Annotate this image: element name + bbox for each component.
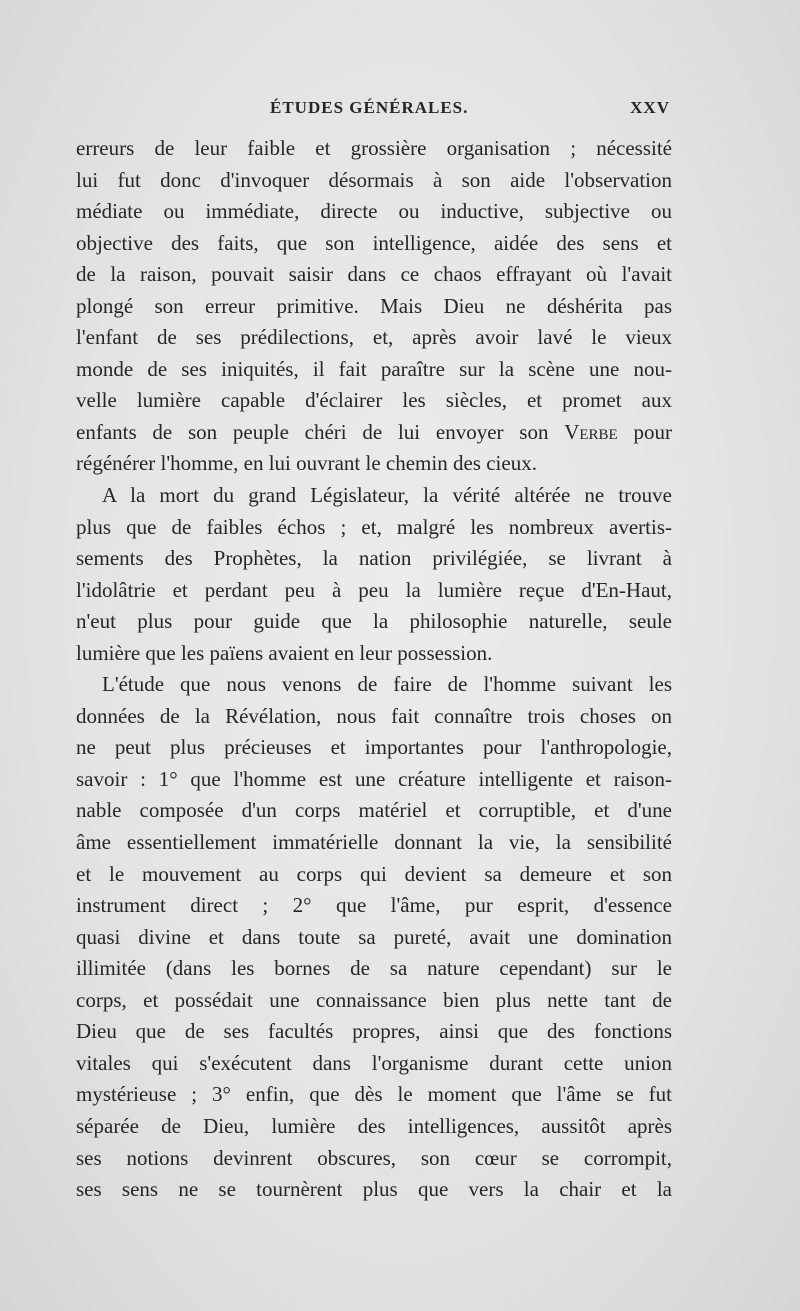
text-line: quasi divine et dans toute sa pureté, avait une domination — [76, 924, 672, 949]
text-line: vitales qui s'exécutent dans l'organisme durant cette union — [76, 1050, 672, 1075]
paragraph-start-line: A la mort du grand Législateur, la vérité altérée ne trouve — [102, 483, 672, 508]
text-line: mystérieuse ; 3° enfin, que dès le moment que l'âme se fut — [76, 1082, 672, 1107]
text-line: instrument direct ; 2° que l'âme, pur esprit, d'essence — [76, 893, 672, 918]
text-fragment: enfants de son peuple chéri de lui envoyer son — [76, 419, 565, 444]
text-line: illimitée (dans les bornes de sa nature cependant) sur le — [76, 956, 672, 981]
text-line: velle lumière capable d'éclairer les siècles, et promet aux — [76, 388, 672, 413]
text-line: plus que de faibles échos ; et, malgré les nombreux avertis- — [76, 514, 672, 539]
text-line: l'idolâtrie et perdant peu à peu la lumière reçue d'En-Haut, — [76, 577, 672, 602]
text-line: ne peut plus précieuses et importantes pour l'anthropologie, — [76, 735, 672, 760]
body-text — [76, 133, 672, 1206]
text-line: plongé son erreur primitive. Mais Dieu ne déshérita pas — [76, 293, 672, 318]
text-line: ses sens ne se tournèrent plus que vers la chair et la — [76, 1177, 672, 1202]
text-line: et le mouvement au corps qui devient sa demeure et son — [76, 861, 672, 886]
text-line: n'eut plus pour guide que la philosophie naturelle, seule — [76, 609, 672, 634]
text-line: âme essentiellement immatérielle donnant la vie, la sensibilité — [76, 830, 672, 855]
text-line: lumière que les païens avaient en leur possession. — [76, 640, 493, 665]
text-line: lui fut donc d'invoquer désormais à son aide l'observation — [76, 167, 672, 192]
text-line: savoir : 1° que l'homme est une créature intelligente et raison- — [76, 766, 672, 791]
text-line: Dieu que de ses facultés propres, ainsi que des fonctions — [76, 1019, 672, 1044]
text-line: l'enfant de ses prédilections, et, après avoir lavé le vieux — [76, 325, 672, 350]
text-line: séparée de Dieu, lumière des intelligences, aussitôt après — [76, 1113, 672, 1138]
text-line: erreurs de leur faible et grossière organisation ; nécessité — [76, 136, 672, 160]
running-title: ÉTUDES GÉNÉRALES. — [270, 98, 469, 117]
text-fragment: pour — [617, 419, 672, 444]
text-line: corps, et possédait une connaissance bien plus nette tant de — [76, 987, 672, 1012]
text-line: nable composée d'un corps matériel et corruptible, et d'une — [76, 798, 672, 823]
page-header — [270, 98, 670, 128]
text-line: monde de ses iniquités, il fait paraître sur la scène une nou- — [76, 356, 672, 381]
text-line: de la raison, pouvait saisir dans ce chaos effrayant où l'avait — [76, 262, 672, 287]
text-line: données de la Révélation, nous fait connaître trois choses on — [76, 703, 672, 728]
text-line: médiate ou immédiate, directe ou inductive, subjective ou — [76, 199, 672, 224]
text-line-verbe — [76, 417, 672, 449]
verbe-word: Verbe — [564, 419, 618, 444]
text-line: sements des Prophètes, la nation privilégiée, se livrant à — [76, 546, 672, 571]
text-line: ses notions devinrent obscures, son cœur se corrompit, — [76, 1145, 672, 1170]
text-line: objective des faits, que son intelligence, aidée des sens et — [76, 230, 672, 255]
paragraph-start-line: L'étude que nous venons de faire de l'homme suivant les — [102, 672, 672, 697]
text-line: régénérer l'homme, en lui ouvrant le chemin des cieux. — [76, 451, 537, 476]
page-number: XXV — [630, 98, 670, 117]
